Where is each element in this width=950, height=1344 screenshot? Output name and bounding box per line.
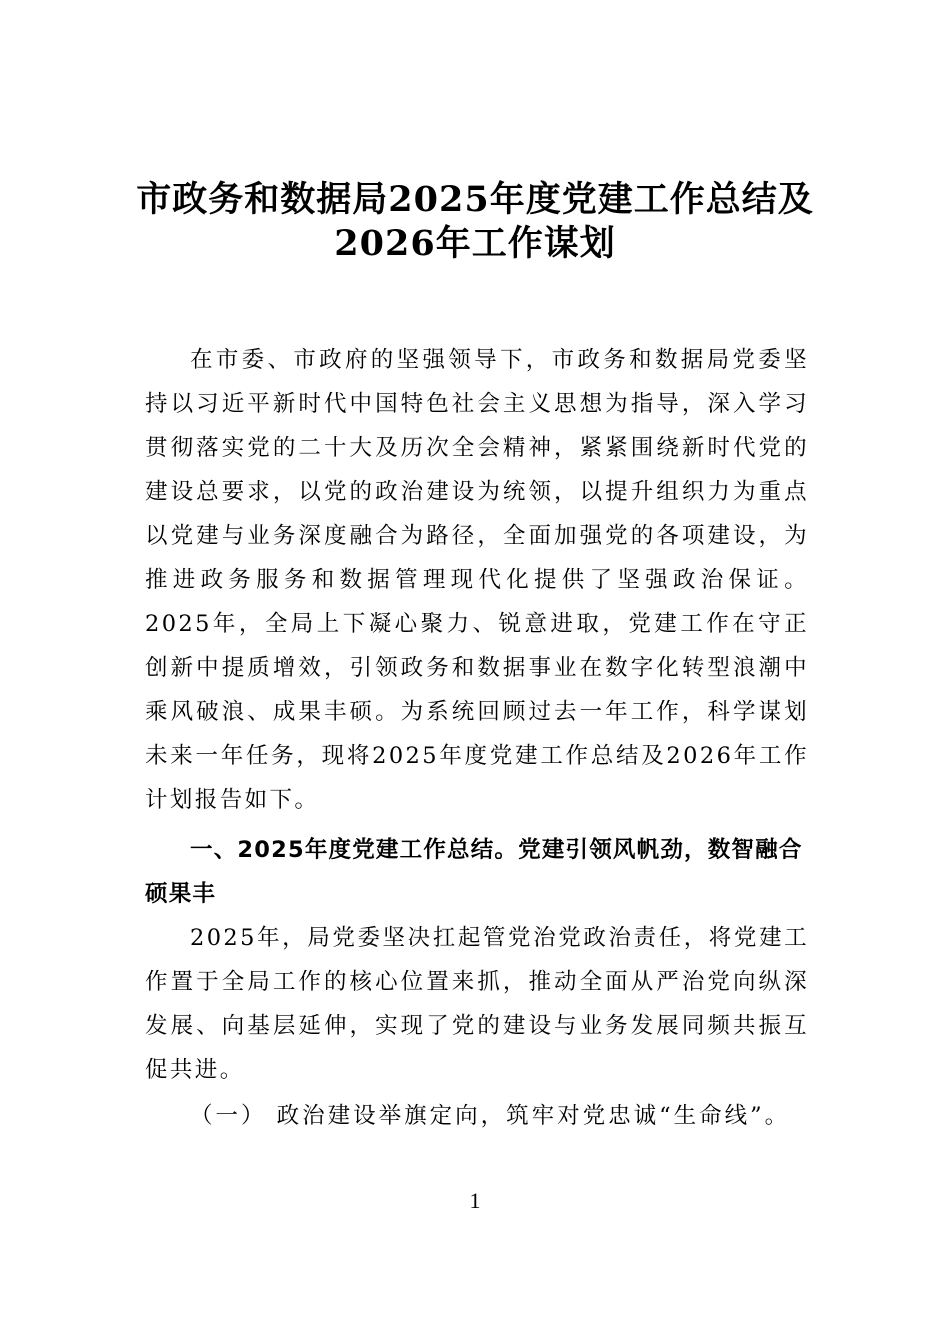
page-number: 1 xyxy=(469,1188,481,1213)
document-title-line-2: 2026年工作谋划 xyxy=(334,223,616,264)
subsection-heading-1: （一） 政治建设举旗定向，筑牢对党忠诚“生命线”。 xyxy=(190,1103,791,1129)
document-title-line-1: 市政务和数据局2025年度党建工作总结及 xyxy=(136,179,814,220)
section-heading-1: 一、2025年度党建工作总结。党建引领风帆劲，数智融合硕果丰 xyxy=(145,837,803,907)
intro-paragraph: 在市委、市政府的坚强领导下，市政务和数据局党委坚持以习近平新时代中国特色社会主义思想为指导，深入学习贯彻落实党的二十大及历次全会精神，紧紧围绕新时代党的建设总要求，以党的政治建设为统领，以提升组织力为重点以党建与业务深度融合为路径，全面加强党的各项建设，为推进政务服务和数据管理现代化提供了坚强政治保证。2025年，全局上下凝心聚力、锐意进取，党建工作在守正创新中提质增效，引领政务和数据事业在数字化转型浪潮中乘风破浪、成果丰硕。为系统回顾过去一年工作，科学谋划未来一年任务，现将2025年度党建工作总结及2026年工作计划报告如下。 xyxy=(145,347,809,813)
summary-paragraph: 2025年，局党委坚决扛起管党治党政治责任，将党建工作置于全局工作的核心位置来抓，推动全面从严治党向纵深发展、向基层延伸，实现了党的建设与业务发展同频共振互促共进。 xyxy=(145,925,809,1083)
